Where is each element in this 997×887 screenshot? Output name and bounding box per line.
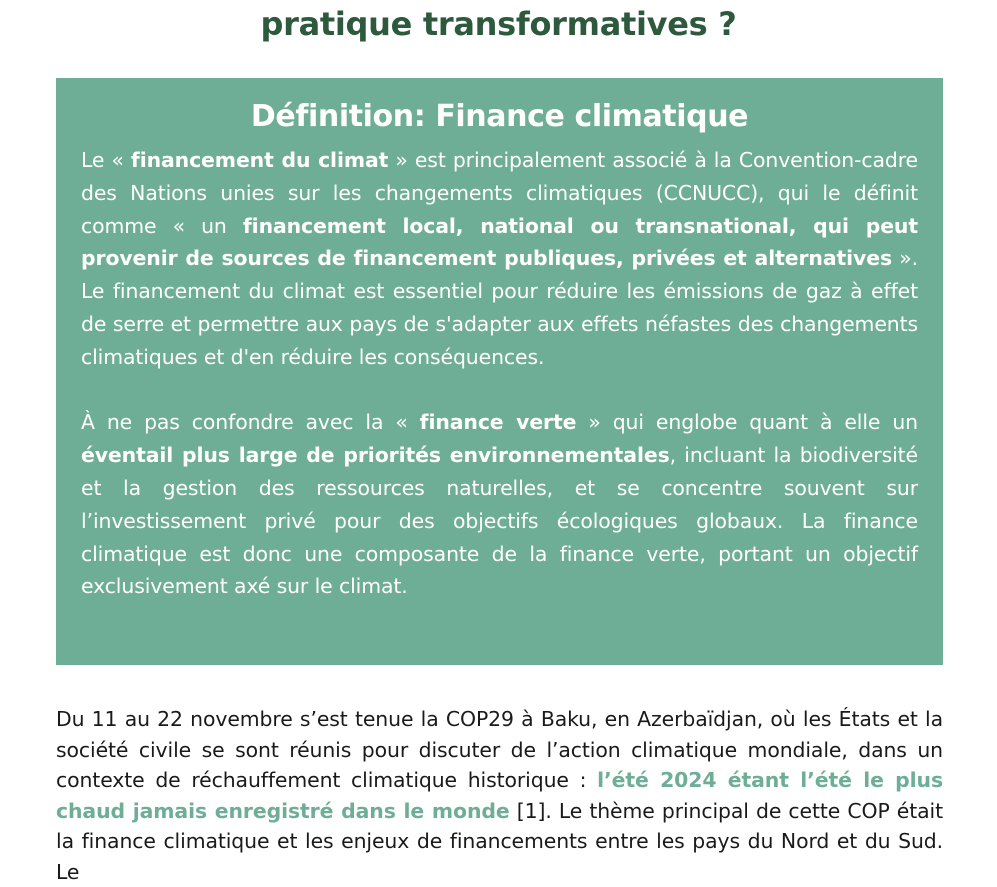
definition-paragraph-1 xyxy=(81,144,918,374)
text-segment: Le « xyxy=(81,148,131,172)
text-segment: À ne pas confondre avec la « xyxy=(81,410,420,435)
page-heading xyxy=(0,2,997,46)
text-segment: » qui englobe quant à elle un xyxy=(576,410,919,435)
definition-paragraph-2 xyxy=(81,406,918,603)
heading-line: pratique transformatives ? xyxy=(260,5,737,43)
body-paragraph xyxy=(56,704,943,887)
text-segment: , incluant la biodiversité et la gestion des ressources naturelles, et se concentre souvent sur l’investissement privé pour des objectifs écologiques globaux. La finance climatique est donc une composante de la finance verte, portant un objectif exclusivement axé sur le climat. xyxy=(81,443,919,599)
bold-term: finance verte xyxy=(419,410,577,435)
bold-term: financement du climat xyxy=(130,148,389,172)
highlight-link[interactable]: l’été 2024 étant l’été le plus chaud jamais enregistré dans le monde xyxy=(56,768,943,823)
text-segment: Du 11 au 22 novembre s’est tenue la COP29 à Baku, en Azerbaïdjan, où les États et la société civile se sont réunis pour discuter de l’action climatique mondiale, dans un contexte de réchauffement climatique historique : xyxy=(56,707,943,792)
bold-definition: financement local, national ou transnational, qui peut provenir de sources de financement publiques, privées et alternatives xyxy=(81,213,918,271)
text-segment: [1]. Le thème principal de cette COP était la finance climatique et les enjeux de financements entre les pays du Nord et du Sud. Le xyxy=(56,798,943,884)
text-segment: ». Le financement du climat est essentiel pour réduire les émissions de gaz à effet de serre et permettre aux pays de s'adapter aux effets néfastes des changements climatiques et d'en réduire les conséquences. xyxy=(81,246,918,369)
text-segment: » est principalement associé à la Convention-cadre des Nations unies sur les changements climatiques (CCNUCC), qui le définit comme « un xyxy=(81,148,918,238)
bold-phrase: éventail plus large de priorités environnementales xyxy=(81,443,670,468)
definition-box xyxy=(56,78,943,665)
definition-title: Définition: Finance climatique xyxy=(250,99,749,134)
